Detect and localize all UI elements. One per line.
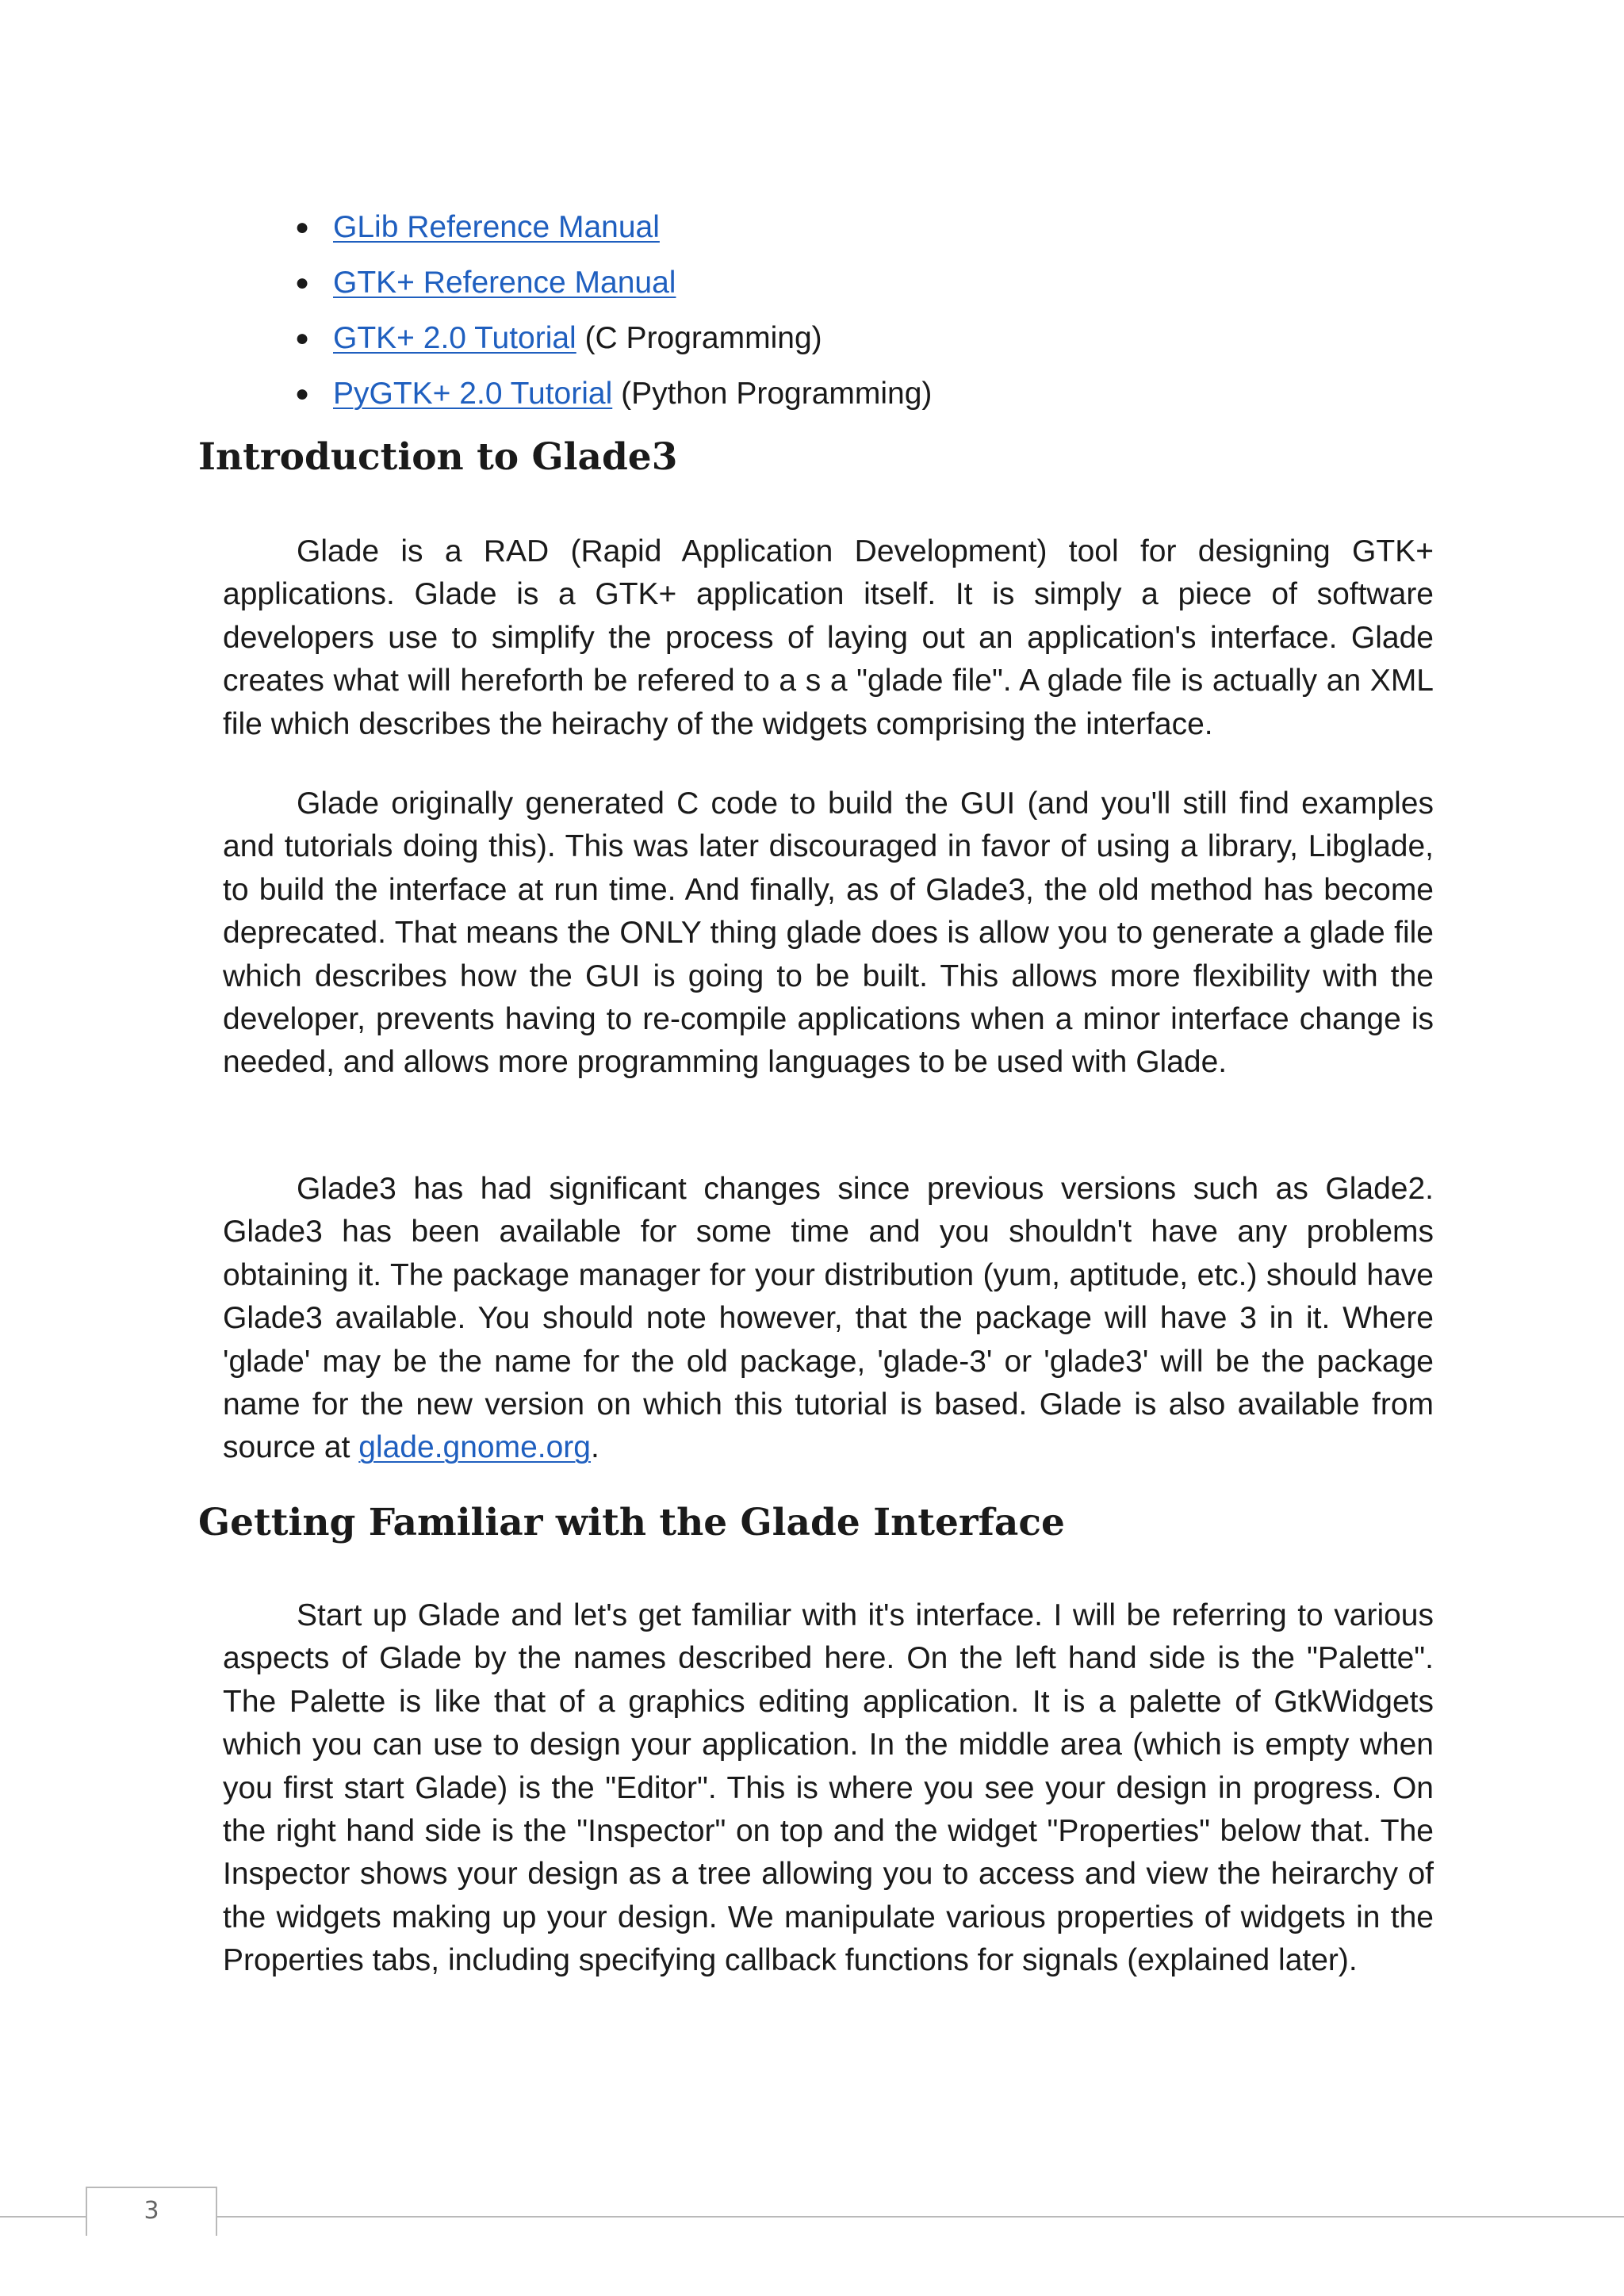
paragraph-intro-3-end: . xyxy=(590,1430,599,1465)
pygtk-tutorial-link[interactable]: PyGTK+ 2.0 Tutorial xyxy=(333,377,613,411)
paragraph-interface-1: Start up Glade and let's get familiar with it's interface. I will be referring to various aspects of Glade by the names described here. On the left hand side is the "Palette". The Palette is like that of a graphics editing application. It is a palette of GtkWidgets which you can use to design your application. In the middle area (which is empty when you first start Glade) is the "Editor". This is where you see your design in progress. On the right hand side is the "Inspector" on top and the widget "Properties" below that. The Inspector shows your design as a tree allowing you to access and view the heirarchy of the widgets making up your design. We manipulate various properties of widgets in the Properties tabs, including specifying callback functions for signals (explained later). xyxy=(223,1598,1434,1978)
bullet-icon: ● xyxy=(295,214,310,240)
section-heading-introduction: Introduction to Glade3 xyxy=(198,435,678,479)
page-number: 3 xyxy=(86,2187,217,2236)
paragraph-intro-2: Glade originally generated C code to build the GUI (and you'll still find examples and tutorials doing this). This was later discouraged in favor of using a library, Libglade, to build the interface at run time. And finally, as of Glade3, the old method has become deprecated. That means the ONLY thing glade does is allow you to generate a glade file which describes how the GUI is going to be built. This allows more flexibility with the developer, prevents having to re-compile applications when a minor interface change is needed, and allows more programming languages to be used with Glade. xyxy=(223,786,1434,1080)
paragraph-intro-3-text: Glade3 has had significant changes since previous versions such as Glade2. Glade3 has been available for some time and you shouldn't have any problems obtaining it. The package manager for your distribution (yum, aptitude, etc.) should have Glade3 available. You should note however, that the package will have 3 in it. Where 'glade' may be the name for the old package, 'glade-3' or 'glade3' will be the package name for the new version on which this tutorial is based. Glade is also available from source at xyxy=(223,1172,1434,1465)
footer-rule xyxy=(0,2216,1624,2218)
paragraph-intro-1: Glade is a RAD (Rapid Application Development) tool for designing GTK+ applications. Glade is a GTK+ application itself. It is simply a piece of software developers use to simplify the process of laying out an application's interface. Glade creates what will hereforth be refered to a s a "glade file". A glade file is actually an XML file which describes the heirachy of the widgets comprising the interface. xyxy=(223,534,1434,741)
list-item-suffix: (C Programming) xyxy=(576,321,822,355)
bullet-icon: ● xyxy=(295,381,310,407)
bullet-icon: ● xyxy=(295,325,310,351)
list-item xyxy=(295,311,932,366)
gtk-tutorial-link[interactable]: GTK+ 2.0 Tutorial xyxy=(333,321,576,355)
list-item xyxy=(295,200,932,255)
paragraph-intro-3 xyxy=(223,1168,1434,1470)
glade-gnome-org-link[interactable]: glade.gnome.org xyxy=(358,1430,591,1465)
glib-reference-manual-link[interactable]: GLib Reference Manual xyxy=(333,210,660,244)
list-item xyxy=(295,255,932,311)
reference-link-list xyxy=(295,200,933,422)
section-heading-glade-interface: Getting Familiar with the Glade Interface xyxy=(198,1501,1065,1544)
list-item-suffix: (Python Programming) xyxy=(612,377,933,411)
bullet-icon: ● xyxy=(295,270,310,296)
gtk-reference-manual-link[interactable]: GTK+ Reference Manual xyxy=(333,266,676,300)
list-item xyxy=(295,366,933,422)
